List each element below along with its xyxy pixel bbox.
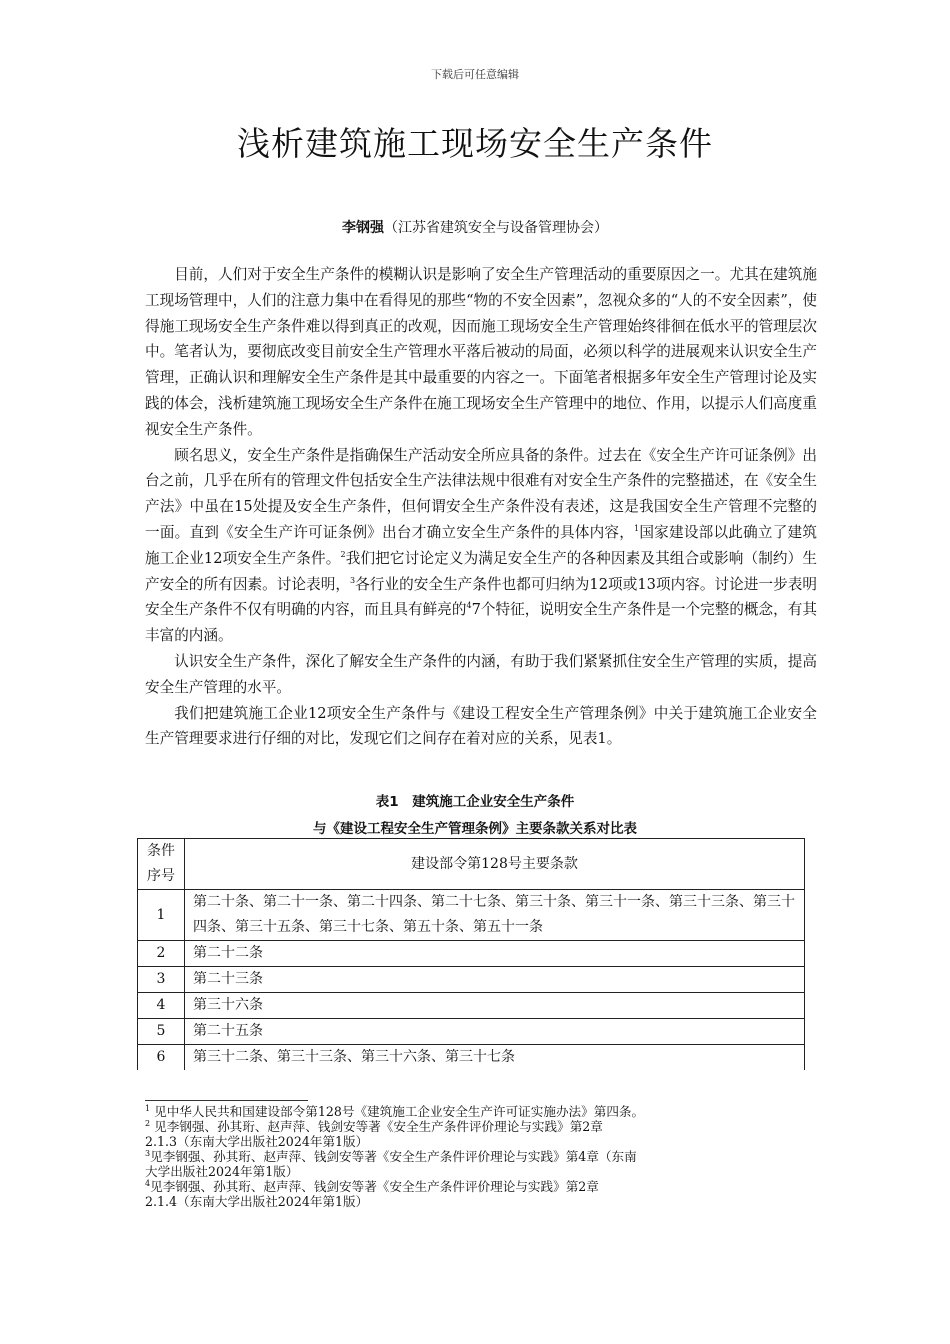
paragraph-2-part-b: 国家建设部以此确立了建筑施工企业12项安全生产条件。 bbox=[145, 523, 817, 567]
footnotes bbox=[145, 1104, 817, 1209]
table-row bbox=[138, 941, 805, 967]
footnote-line bbox=[145, 1164, 817, 1179]
body-text bbox=[145, 262, 817, 752]
footnote-ref-2: 2 bbox=[340, 549, 346, 559]
footnote-line bbox=[145, 1149, 817, 1164]
footnote-text: 见李钢强、孙其珩、赵声萍、钱剑安等著《安全生产条件评价理论与实践》第2章 bbox=[150, 1179, 599, 1194]
row-number: 6 bbox=[138, 1045, 185, 1071]
table-caption-line-1: 表1 建筑施工企业安全生产条件 bbox=[375, 794, 575, 810]
footnote-text: 见中华人民共和国建设部令第128号《建筑施工企业安全生产许可证实施办法》第四条。 bbox=[150, 1104, 645, 1119]
paragraph-2 bbox=[145, 443, 817, 649]
footnote-ref-4: 4 bbox=[466, 601, 472, 611]
footnote-line bbox=[145, 1194, 817, 1209]
row-number: 1 bbox=[138, 890, 185, 941]
table-caption-line-2: 与《建设工程安全生产管理条例》主要条款关系对比表 bbox=[313, 821, 637, 837]
table-row bbox=[138, 890, 805, 941]
paragraph-1: 目前，人们对于安全生产条件的模糊认识是影响了安全生产管理活动的重要原因之一。尤其在建筑施工现场管理中，人们的注意力集中在看得见的那些“物的不安全因素”，忽视众多的“人的不安全因素”，使得施工现场安全生产条件难以得到真正的改观，因而施工现场安全生产管理始终徘徊在低水平的管理层次中。笔者认为，要彻底改变目前安全生产管理水平落后被动的局面，必须以科学的进展观来认识安全生产管理，正确认识和理解安全生产条件是其中最重要的内容之一。下面笔者根据多年安全生产管理讨论及实践的体会，浅析建筑施工现场安全生产条件在施工现场安全生产管理中的地位、作用，以提示人们高度重视安全生产条件。 bbox=[145, 266, 817, 438]
author-name: 李钢强 bbox=[342, 220, 384, 236]
footnote-ref-3: 3 bbox=[350, 575, 356, 585]
table-row bbox=[138, 1045, 805, 1071]
author-line bbox=[0, 217, 950, 237]
table-header-clauses: 建设部令第128号主要条款 bbox=[185, 839, 805, 890]
footnote-line bbox=[145, 1134, 817, 1149]
row-clauses: 第二十三条 bbox=[185, 967, 805, 993]
footnote-text: 大学出版社2024年第1版） bbox=[145, 1164, 299, 1179]
paragraph-2-part-c: 我们把它讨论定义为满足安全生产的各种因素及其组合或影响（制约）生产安全的所有因素。讨论表明， bbox=[145, 549, 817, 593]
paragraph-3: 认识安全生产条件，深化了解安全生产条件的内涵，有助于我们紧紧抓住安全生产管理的实质，提高安全生产管理的水平。 bbox=[145, 652, 817, 696]
paragraph-2-part-e: 7个特征，说明安全生产条件是一个完整的概念，有其丰富的内涵。 bbox=[145, 601, 817, 645]
footnote-mark: 2 bbox=[145, 1118, 151, 1128]
row-clauses: 第三十二条、第三十三条、第三十六条、第三十七条 bbox=[185, 1045, 805, 1071]
row-number: 4 bbox=[138, 993, 185, 1019]
comparison-table bbox=[137, 838, 805, 1070]
page-title: 浅析建筑施工现场安全生产条件 bbox=[237, 124, 713, 163]
table-row bbox=[138, 1019, 805, 1045]
author-affiliation: （江苏省建筑安全与设备管理协会） bbox=[384, 220, 608, 236]
footnote-text: 见李钢强、孙其珩、赵声萍、钱剑安等著《安全生产条件评价理论与实践》第4章（东南 bbox=[150, 1149, 637, 1164]
paragraph-2-part-a: 顾名思义，安全生产条件是指确保生产活动安全所应具备的条件。过去在《安全生产许可证条例》出台之前，几乎在所有的管理文件包括安全生产法律法规中很难有对安全生产条件的完整描述，在《安全生产法》中虽在15处提及安全生产条件，但何谓安全生产条件没有表述，这是我国安全生产管理不完整的一面。直到《安全生产许可证条例》出台才确立安全生产条件的具体内容， bbox=[145, 446, 817, 541]
footnote-mark: 4 bbox=[145, 1178, 151, 1188]
footnote-text: 见李钢强、孙其珩、赵声萍、钱剑安等著《安全生产条件评价理论与实践》第2章 bbox=[150, 1119, 603, 1134]
row-clauses: 第二十条、第二十一条、第二十四条、第二十七条、第三十条、第三十一条、第三十三条、第三十四条、第三十五条、第三十七条、第五十条、第五十一条 bbox=[185, 890, 805, 941]
footnote-line bbox=[145, 1119, 817, 1134]
table-row bbox=[138, 967, 805, 993]
row-number: 3 bbox=[138, 967, 185, 993]
table-header-condition-number bbox=[138, 839, 185, 890]
footnote-ref-1: 1 bbox=[634, 524, 640, 534]
row-clauses: 第三十六条 bbox=[185, 993, 805, 1019]
footnote-mark: 3 bbox=[145, 1148, 151, 1158]
footnote-mark: 1 bbox=[145, 1103, 151, 1113]
footnote-line bbox=[145, 1104, 817, 1119]
header-col1-line-2: 序号 bbox=[147, 868, 175, 884]
header-col1-line-1: 条件 bbox=[147, 843, 175, 859]
footnote-line bbox=[145, 1179, 817, 1194]
table-row bbox=[138, 993, 805, 1019]
table-header-row bbox=[138, 839, 805, 890]
row-clauses: 第二十五条 bbox=[185, 1019, 805, 1045]
row-number: 5 bbox=[138, 1019, 185, 1045]
header-note: 下载后可任意编辑 bbox=[431, 68, 519, 81]
paragraph-4: 我们把建筑施工企业12项安全生产条件与《建设工程安全生产管理条例》中关于建筑施工企业安全生产管理要求进行仔细的对比，发现它们之间存在着对应的关系，见表1。 bbox=[145, 704, 817, 748]
row-clauses: 第二十二条 bbox=[185, 941, 805, 967]
row-number: 2 bbox=[138, 941, 185, 967]
paragraph-2-part-d: 各行业的安全生产条件也都可归纳为12项或13项内容。讨论进一步表明安全生产条件不仅有明确的内容，而且具有鲜亮的 bbox=[145, 575, 817, 619]
footnote-text: 2.1.3（东南大学出版社2024年第1版） bbox=[145, 1134, 369, 1149]
footnote-divider bbox=[145, 1100, 308, 1101]
footnote-text: 2.1.4（东南大学出版社2024年第1版） bbox=[145, 1194, 369, 1209]
